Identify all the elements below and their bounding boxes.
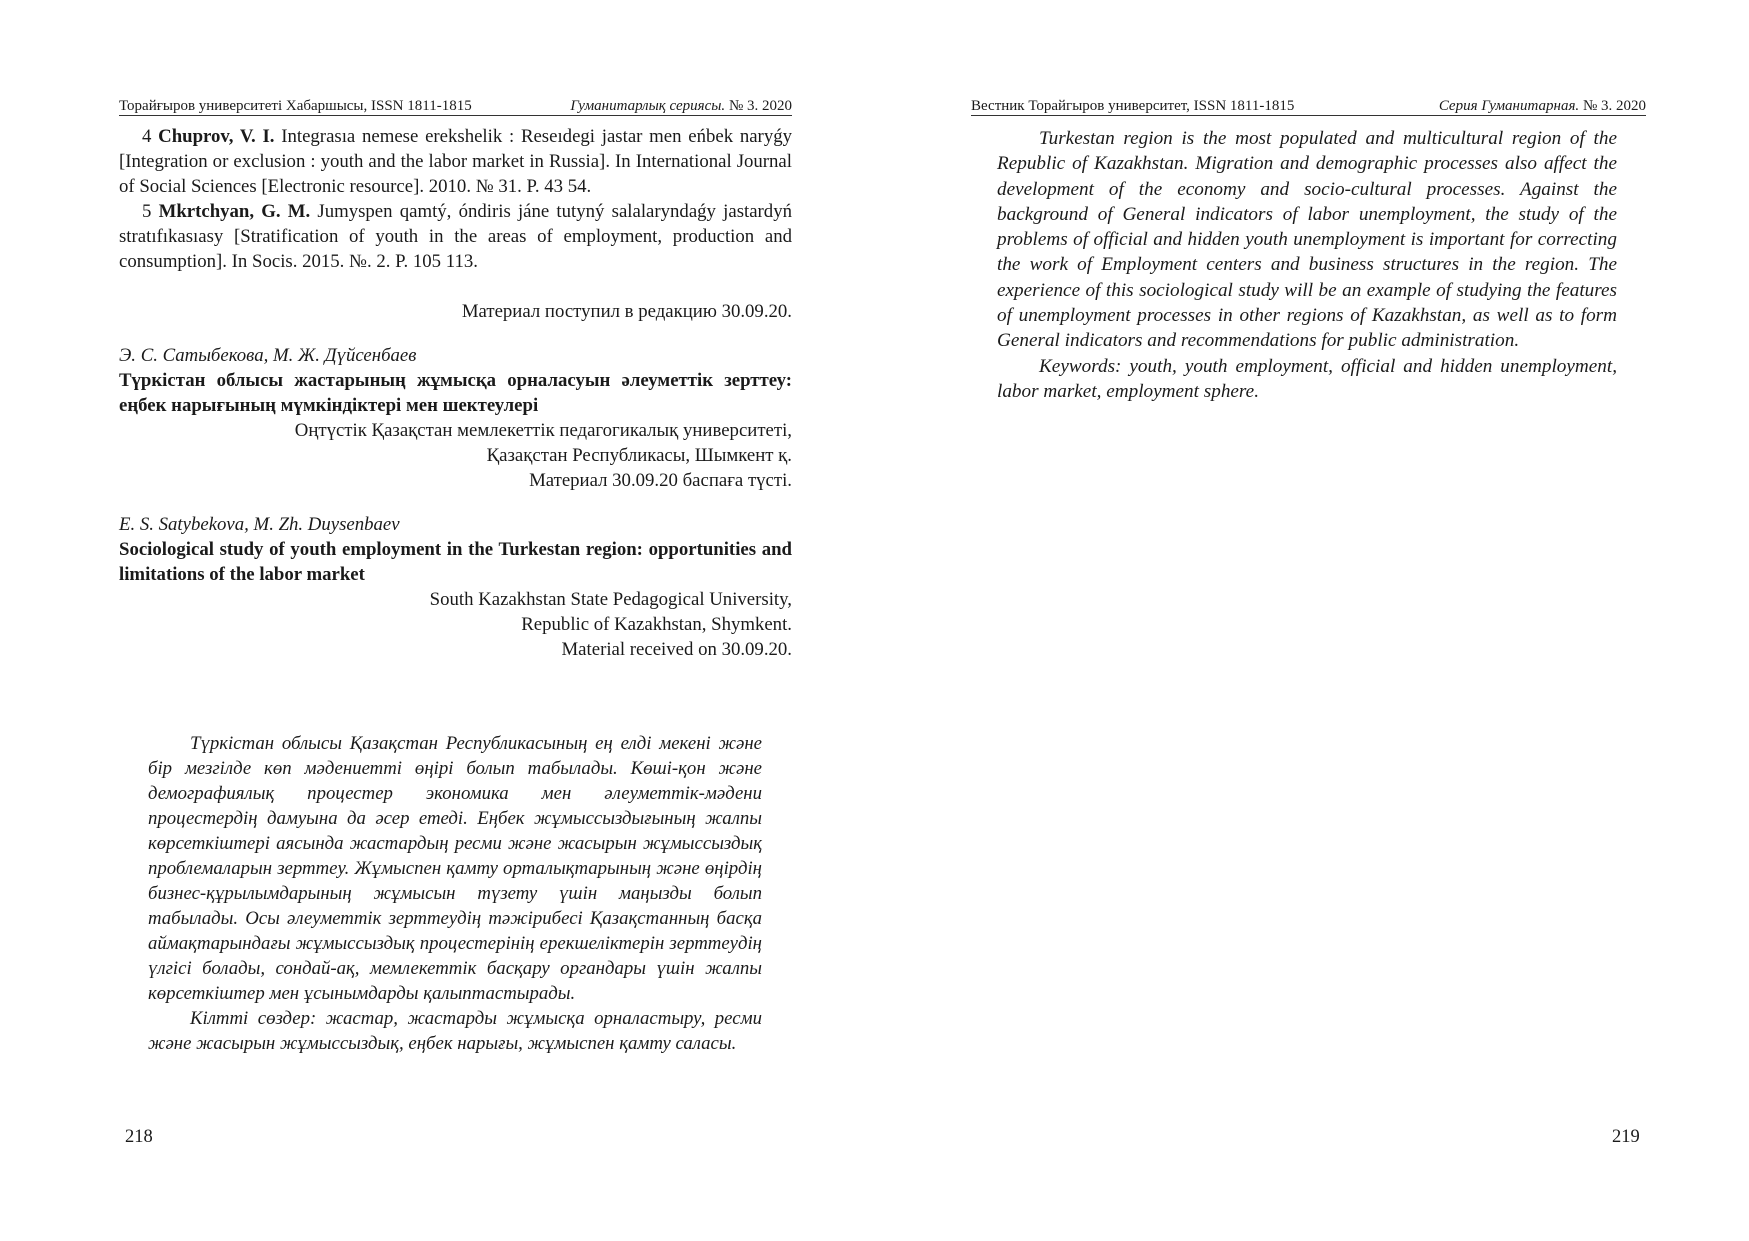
right-running-header — [971, 93, 1646, 116]
right-header-series-issue — [1439, 97, 1646, 115]
abstract-en-text: Turkestan region is the most populated and multicultural region of the Republic of Kazakhstan. Migration and demographic processes also affect the development of the economy and socio-cultural processes. Against the background of General indicators of labor unemployment, the study of the problems of official and hidden youth unemployment is important for correcting the work of Employment centers and business structures in the region. The experience of this sociological study will be an example of studying the features of unemployment processes in other regions of Kazakhstan, as well as to form General indicators and recommendations for public administration. — [997, 128, 1617, 352]
left-header-issue: № 3. 2020 — [728, 98, 792, 114]
reference-item — [119, 124, 792, 199]
abstract-en — [997, 126, 1617, 404]
en-affiliation-line2: Republic of Kazakhstan, Shymkent. — [521, 614, 792, 635]
reference-number: 5 — [142, 201, 152, 222]
received-note-ru: Материал поступил в редакцию 30.09.20. — [461, 301, 792, 322]
right-header-series: Серия Гуманитарная. — [1438, 98, 1580, 114]
abstract-kz — [148, 731, 762, 1056]
right-header-issue: № 3. 2020 — [1582, 98, 1646, 114]
left-header-journal: Торайғыров университеті Хабаршысы, ISSN 1811-1815 — [119, 98, 472, 114]
left-header-series-issue — [570, 97, 792, 115]
keywords-kz: Кілтті сөздер: жастар, жастарды жұмысқа орналастыру, ресми және жасырын жұмыссыздық, еңбек нарығы, жұмыспен қамту саласы. — [148, 1008, 762, 1054]
en-authors: E. S. Satybekova, M. Zh. Duysenbaev — [119, 514, 400, 535]
en-affiliation-line1: South Kazakhstan State Pedagogical University, — [429, 589, 792, 610]
reference-text: Integrasıa nemese erekshelik : Reseıdegi jastar men eńbek naryǵy [Integration or exclusion : youth and the labor market in Russia]. In International Journal of Social Sciences [Electronic resource]. 2010. № 31. P. 43 54. — [119, 126, 792, 197]
reference-author: Mkrtchyan, G. M. — [158, 201, 311, 222]
reference-item — [119, 199, 792, 274]
reference-number: 4 — [142, 126, 152, 147]
kz-affiliation-line2: Қазақстан Республикасы, Шымкент қ. — [486, 445, 792, 466]
abstract-kz-text: Түркістан облысы Қазақстан Республикасының ең елді мекені және бір мезгілде көп мәдениетті өңірі болып табылады. Көші-қон және демографиялық процестер экономика мен әлеуметтік-мәдени процестердің дамуына да әсер етеді. Еңбек жұмыссыздығының жалпы көрсеткіштері аясында жастардың ресми және жасырын жұмыссыздық проблемаларын зерттеу. Жұмыспен қамту орталықтарының және өңірдің бизнес-құрылымдарының жұмысын түзету үшін маңызды болып табылады. Осы әлеуметтік зерттеудің тәжірибесі Қазақстанның басқа аймақтарындағы жұмыссыздық процестерінің ерекшеліктерін зерттеудің үлгісі болады, сондай-ақ, мемлекеттік басқару органдары үшін жалпы көрсеткіштер мен ұсынымдарды қалыптастырады. — [148, 733, 762, 1004]
en-article-summary — [119, 512, 792, 662]
kz-article-summary — [119, 343, 792, 493]
keywords-en: Keywords: youth, youth employment, official and hidden unemployment, labor market, employment sphere. — [997, 355, 1617, 402]
page-number-right: 219 — [1612, 1127, 1640, 1147]
left-running-header — [119, 93, 792, 116]
kz-title: Түркістан облысы жастарының жұмысқа орналасуын әлеуметтік зерттеу: еңбек нарығының мүмкіндіктері мен шектеулері — [119, 370, 792, 416]
right-header-journal: Вестник Торайгыров университет, ISSN 1811-1815 — [971, 98, 1295, 114]
right-page — [874, 0, 1749, 1241]
en-title: Sociological study of youth employment in the Turkestan region: opportunities and limitations of the labor market — [119, 539, 792, 585]
left-header-series: Гуманитарлық сериясы. — [570, 98, 726, 114]
left-page — [0, 0, 874, 1241]
kz-received-note: Материал 30.09.20 баспаға түсті. — [529, 470, 792, 491]
left-main-content — [119, 124, 792, 662]
reference-text: Jumyspen qamtý, óndiris jáne tutyný salalaryndaǵy jastardyń stratıfıkasıasy [Stratification of youth in the areas of employment, production and consumption]. In Socis. 2015. №. 2. P. 105 113. — [119, 201, 792, 272]
reference-author: Chuprov, V. I. — [158, 126, 275, 147]
page-number-left: 218 — [125, 1127, 153, 1147]
en-received-note: Material received on 30.09.20. — [561, 639, 792, 660]
kz-authors: Э. С. Сатыбекова, М. Ж. Дүйсенбаев — [119, 345, 417, 366]
kz-affiliation-line1: Оңтүстік Қазақстан мемлекеттік педагогикалық университеті, — [294, 420, 792, 441]
